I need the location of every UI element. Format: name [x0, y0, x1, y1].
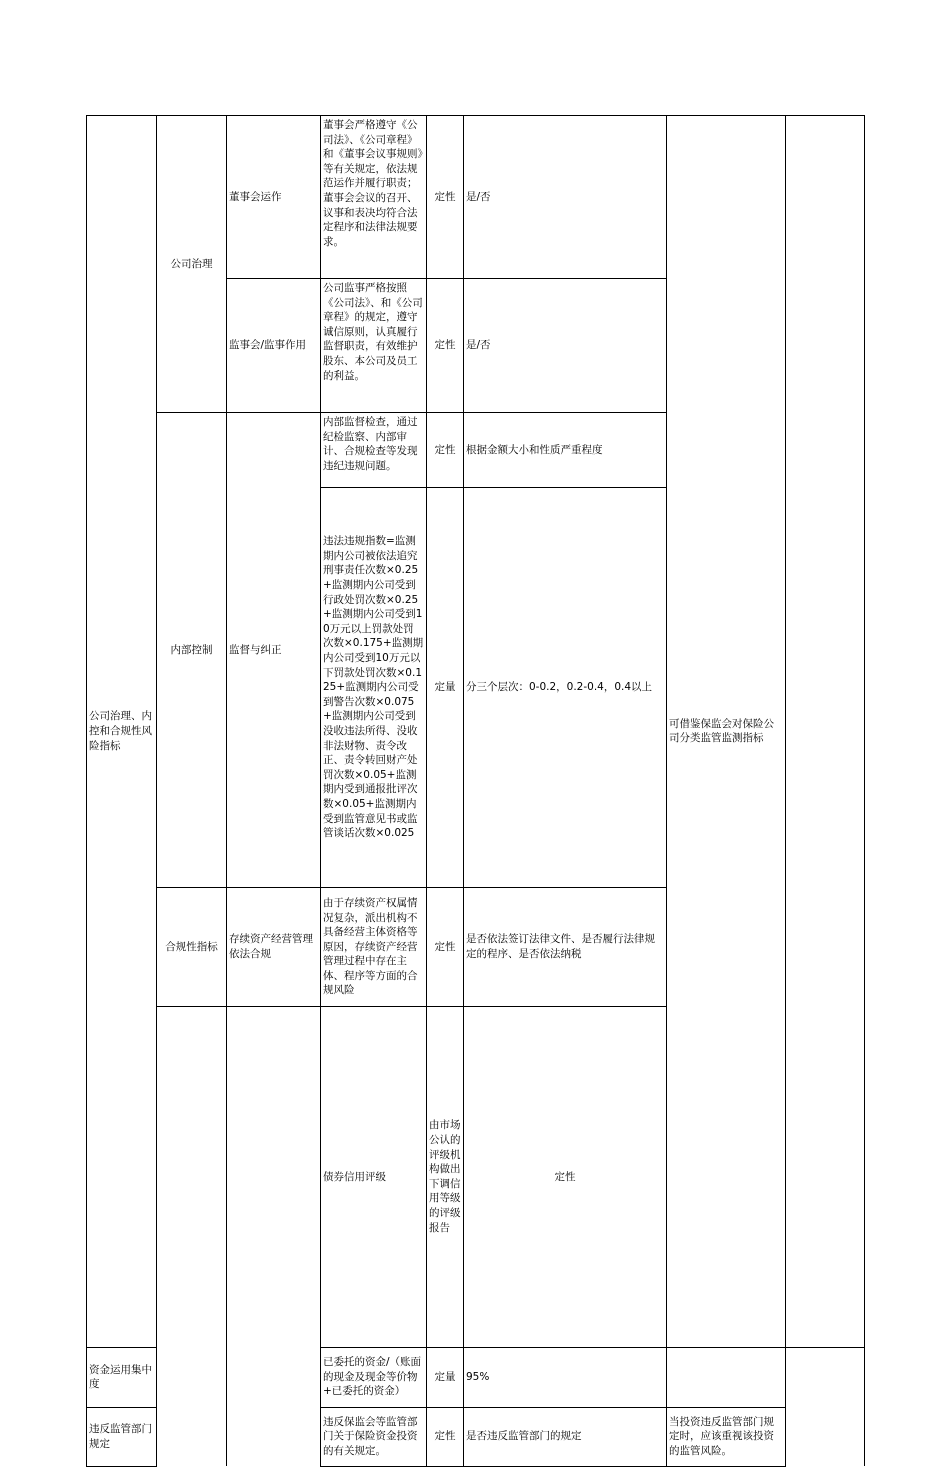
definition-cell: 由于存续资产权属情况复杂，派出机构不具备经营主体资格等原因，存续资产经营管理过程中存在主体、程序等方面的合规风险	[321, 888, 427, 1007]
type-cell: 定量	[427, 1347, 464, 1407]
type-cell: 定性	[427, 116, 464, 279]
definition-cell: 违法违规指数=监测期内公司被依法追究刑事责任次数×0.25+监测期内公司受到行政处罚次数×0.25+监测期内公司受到10万元以上罚款处罚次数×0.175+监测期内公司受到10万元以下罚款处罚次数×0.125+监测期内公司受到警告次数×0.075+监测期内公司受到没收违法所得、没收非法财物、责令改正、责令转回财产处罚次数×0.05+监测期内受到通报批评次数×0.05+监测期内受到监管意见书或监管谈话次数×0.025	[321, 488, 427, 888]
table-row	[87, 116, 865, 279]
type-cell: 定性	[427, 888, 464, 1007]
subcategory-cell-blank	[227, 1007, 321, 1467]
definition-cell: 公司监事严格按照《公司法》、和《公司章程》的规定，遵守诚信原则，认真履行监督职责，有效维护股东、本公司及员工的利益。	[321, 279, 427, 413]
definition-cell: 违反保监会等监管部门关于保险资金投资的有关规定。	[321, 1407, 427, 1466]
indicator-cell: 监督与纠正	[227, 413, 321, 888]
indicator-cell: 董事会运作	[227, 116, 321, 279]
standard-cell: 分三个层次：0-0.2，0.2-0.4，0.4以上	[464, 488, 667, 888]
standard-cell: 95%	[464, 1347, 667, 1407]
category-cell: 公司治理、内控和合规性风险指标	[87, 116, 157, 1348]
note-cell: 可借鉴保监会对保险公司分类监管监测指标	[667, 116, 786, 1348]
note-cell	[667, 1347, 786, 1407]
type-cell: 定性	[427, 413, 464, 488]
blank-cell	[786, 116, 865, 1348]
indicator-cell: 存续资产经营管理依法合规	[227, 888, 321, 1007]
risk-indicator-table	[86, 115, 865, 1467]
definition-cell: 由市场公认的评级机构做出下调信用等级的评级报告	[427, 1007, 464, 1348]
definition-cell: 内部监督检查，通过纪检监察、内部审计、合规检查等发现违纪违规问题。	[321, 413, 427, 488]
definition-cell: 已委托的资金/（账面的现金及现金等价物+已委托的资金）	[321, 1347, 427, 1407]
note-cell: 当投资违反监管部门规定时，应该重视该投资的监管风险。	[667, 1407, 786, 1466]
standard-cell: 是否违反监管部门的规定	[464, 1407, 667, 1466]
type-cell: 定量	[427, 488, 464, 888]
standard-cell: 是/否	[464, 279, 667, 413]
type-cell: 定性	[464, 1007, 667, 1348]
type-cell: 定性	[427, 279, 464, 413]
subcategory-cell: 合规性指标	[157, 888, 227, 1007]
indicator-cell: 资金运用集中度	[87, 1347, 157, 1407]
indicator-cell: 违反监管部门规定	[87, 1407, 157, 1466]
subcategory-cell: 内部控制	[157, 413, 227, 888]
standard-cell: 根据金额大小和性质严重程度	[464, 413, 667, 488]
type-cell: 定性	[427, 1407, 464, 1466]
definition-cell: 董事会严格遵守《公司法》、《公司章程》和《董事会议事规则》等有关规定，依法规范运作并履行职责；董事会会议的召开、议事和表决均符合法定程序和法律法规要求。	[321, 116, 427, 279]
category-cell-blank	[157, 1007, 227, 1467]
standard-cell: 是/否	[464, 116, 667, 279]
subcategory-cell: 公司治理	[157, 116, 227, 413]
standard-cell: 是否依法签订法律文件、是否履行法律规定的程序、是否依法纳税	[464, 888, 667, 1007]
indicator-cell: 债券信用评级	[321, 1007, 427, 1348]
indicator-cell: 监事会/监事作用	[227, 279, 321, 413]
